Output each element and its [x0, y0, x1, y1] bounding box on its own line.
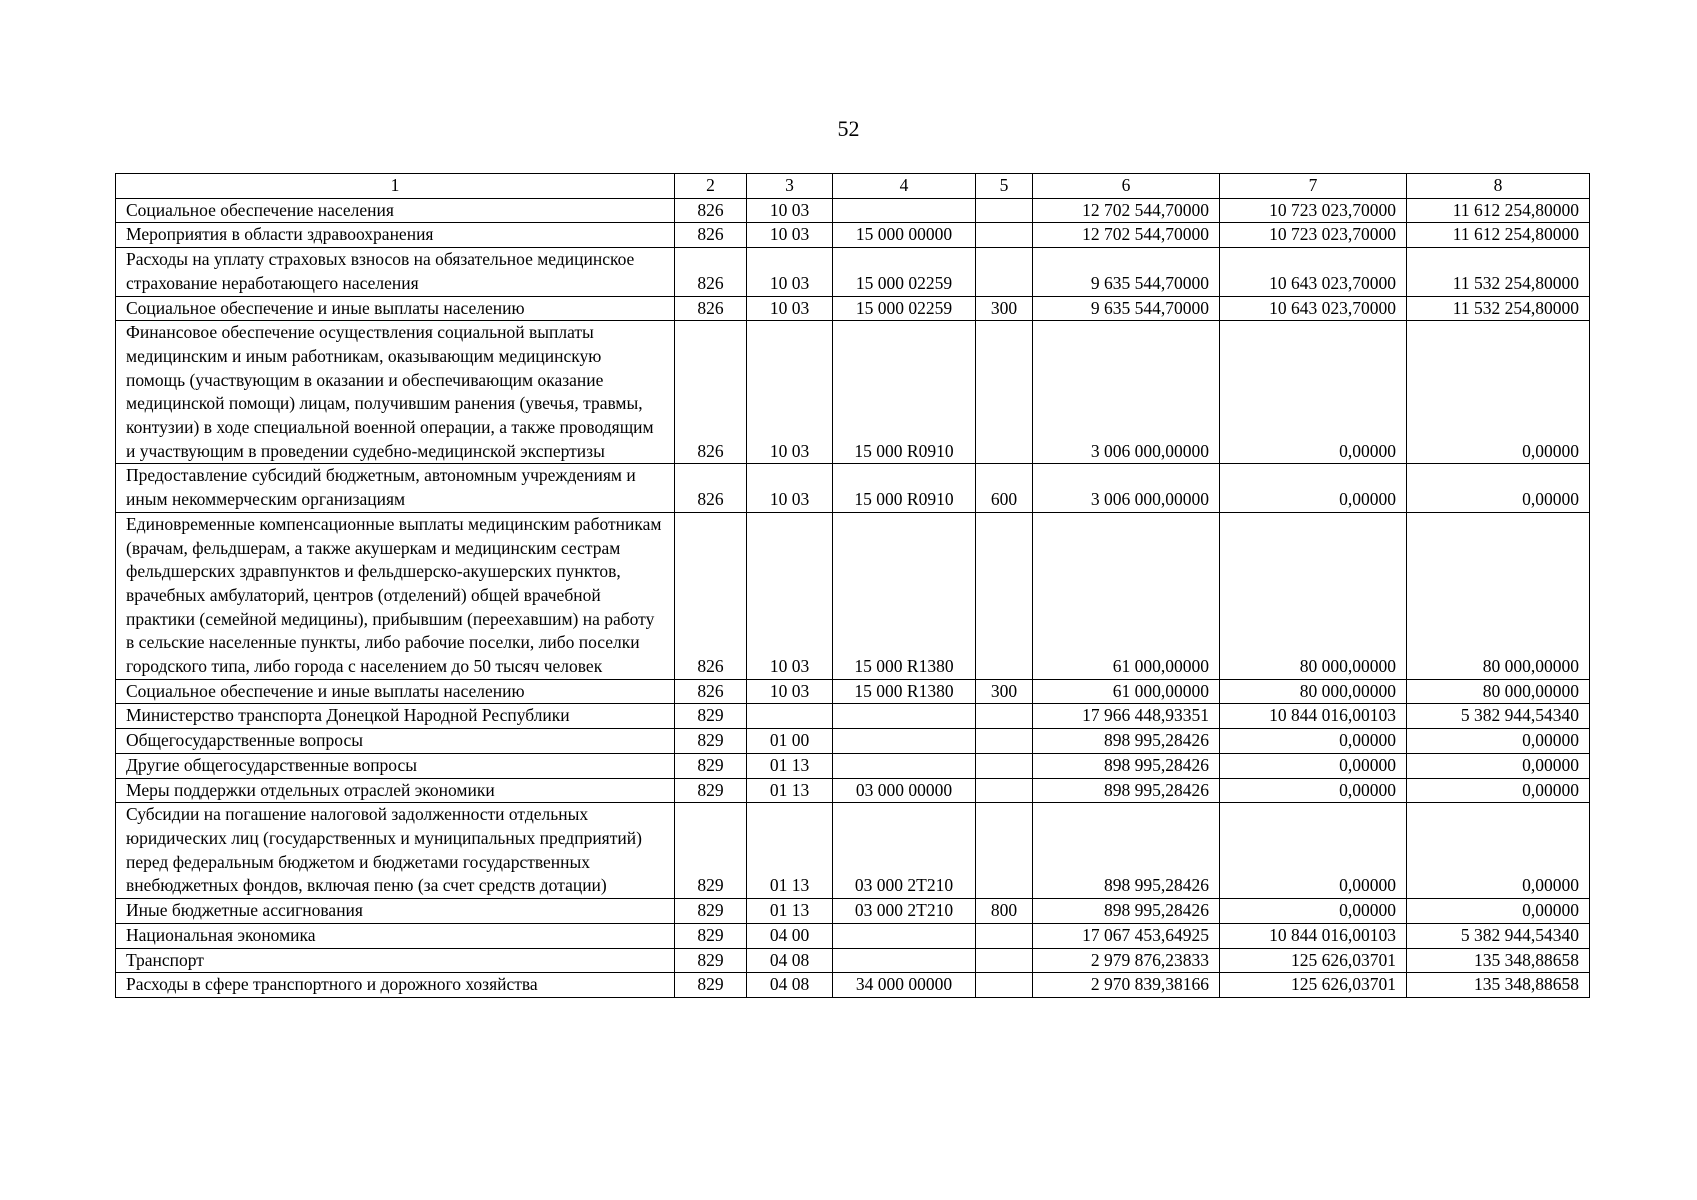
amount-col8-cell: 135 348,88658 — [1407, 973, 1590, 998]
row-name-cell: Социальное обеспечение населения — [116, 198, 675, 223]
target-article-cell — [833, 704, 976, 729]
expense-type-cell: 800 — [976, 899, 1033, 924]
section-code-cell: 01 00 — [747, 729, 833, 754]
table-row — [116, 923, 1590, 948]
amount-col6-cell: 17 067 453,64925 — [1033, 923, 1220, 948]
section-code-cell: 04 08 — [747, 948, 833, 973]
amount-col6-cell: 12 702 544,70000 — [1033, 223, 1220, 248]
expense-type-cell: 300 — [976, 679, 1033, 704]
amount-col7-cell: 10 723 023,70000 — [1220, 223, 1407, 248]
amount-col8-cell: 0,00000 — [1407, 803, 1590, 899]
admin-code-cell: 829 — [675, 704, 747, 729]
admin-code-cell: 826 — [675, 512, 747, 679]
row-name-cell: Министерство транспорта Донецкой Народной Республики — [116, 704, 675, 729]
expense-type-cell: 600 — [976, 464, 1033, 512]
expense-type-cell — [976, 198, 1033, 223]
target-article-cell — [833, 753, 976, 778]
amount-col6-cell: 898 995,28426 — [1033, 899, 1220, 924]
amount-col8-cell: 11 532 254,80000 — [1407, 248, 1590, 296]
admin-code-cell: 826 — [675, 296, 747, 321]
table-row — [116, 321, 1590, 464]
column-header: 5 — [976, 174, 1033, 199]
target-article-cell: 15 000 R1380 — [833, 679, 976, 704]
row-name-cell: Другие общегосударственные вопросы — [116, 753, 675, 778]
amount-col8-cell: 80 000,00000 — [1407, 512, 1590, 679]
table-row — [116, 973, 1590, 998]
expense-type-cell — [976, 729, 1033, 754]
amount-col8-cell: 135 348,88658 — [1407, 948, 1590, 973]
amount-col7-cell: 0,00000 — [1220, 464, 1407, 512]
table-row — [116, 464, 1590, 512]
amount-col7-cell: 0,00000 — [1220, 778, 1407, 803]
amount-col6-cell: 898 995,28426 — [1033, 753, 1220, 778]
table-row — [116, 223, 1590, 248]
expense-type-cell — [976, 803, 1033, 899]
section-code-cell: 01 13 — [747, 778, 833, 803]
section-code-cell: 01 13 — [747, 899, 833, 924]
amount-col8-cell: 0,00000 — [1407, 464, 1590, 512]
column-header: 8 — [1407, 174, 1590, 199]
table-row — [116, 899, 1590, 924]
target-article-cell: 15 000 R1380 — [833, 512, 976, 679]
section-code-cell: 01 13 — [747, 753, 833, 778]
row-name-cell: Общегосударственные вопросы — [116, 729, 675, 754]
expense-type-cell — [976, 704, 1033, 729]
row-name-cell: Расходы в сфере транспортного и дорожного хозяйства — [116, 973, 675, 998]
row-name-cell: Финансовое обеспечение осуществления социальной выплаты медицинским и иным работникам, оказывающим медицинскую помощь (участвующим в оказании и обеспечивающим оказание медицинской помощи) лицам, получившим ранения (увечья, травмы, контузии) в ходе специальной военной операции, а также проводящим и участвующим в проведении судебно-медицинской экспертизы — [116, 321, 675, 464]
column-header: 6 — [1033, 174, 1220, 199]
amount-col8-cell: 0,00000 — [1407, 321, 1590, 464]
expense-type-cell — [976, 248, 1033, 296]
amount-col8-cell: 11 612 254,80000 — [1407, 223, 1590, 248]
admin-code-cell: 826 — [675, 223, 747, 248]
target-article-cell — [833, 948, 976, 973]
table-row — [116, 753, 1590, 778]
row-name-cell: Национальная экономика — [116, 923, 675, 948]
table-row — [116, 729, 1590, 754]
amount-col7-cell: 125 626,03701 — [1220, 948, 1407, 973]
admin-code-cell: 826 — [675, 679, 747, 704]
row-name-cell: Субсидии на погашение налоговой задолженности отдельных юридических лиц (государственных и муниципальных предприятий) перед федеральным бюджетом и бюджетами государственных внебюджетных фондов, включая пеню (за счет средств дотации) — [116, 803, 675, 899]
row-name-cell: Единовременные компенсационные выплаты медицинским работникам (врачам, фельдшерам, а также акушеркам и медицинским сестрам фельдшерских здравпунктов и фельдшерско-акушерских пунктов, врачебных амбулаторий, центров (отделений) общей врачебной практики (семейной медицины), прибывшим (переехавшим) на работу в сельские населенные пункты, либо рабочие поселки, либо поселки городского типа, либо города с населением до 50 тысяч человек — [116, 512, 675, 679]
row-name-cell: Предоставление субсидий бюджетным, автономным учреждениям и иным некоммерческим организациям — [116, 464, 675, 512]
admin-code-cell: 829 — [675, 973, 747, 998]
section-code-cell: 10 03 — [747, 296, 833, 321]
amount-col7-cell: 125 626,03701 — [1220, 973, 1407, 998]
admin-code-cell: 829 — [675, 778, 747, 803]
amount-col7-cell: 0,00000 — [1220, 729, 1407, 754]
amount-col6-cell: 3 006 000,00000 — [1033, 321, 1220, 464]
table-row — [116, 296, 1590, 321]
amount-col8-cell: 0,00000 — [1407, 729, 1590, 754]
admin-code-cell: 829 — [675, 899, 747, 924]
amount-col6-cell: 898 995,28426 — [1033, 778, 1220, 803]
budget-table — [115, 173, 1590, 998]
section-code-cell: 01 13 — [747, 803, 833, 899]
amount-col6-cell: 9 635 544,70000 — [1033, 296, 1220, 321]
column-header: 3 — [747, 174, 833, 199]
target-article-cell: 15 000 R0910 — [833, 464, 976, 512]
amount-col7-cell: 0,00000 — [1220, 803, 1407, 899]
table-body — [116, 198, 1590, 997]
amount-col7-cell: 10 723 023,70000 — [1220, 198, 1407, 223]
admin-code-cell: 829 — [675, 753, 747, 778]
expense-type-cell — [976, 753, 1033, 778]
header-row — [116, 174, 1590, 199]
amount-col7-cell: 80 000,00000 — [1220, 679, 1407, 704]
expense-type-cell — [976, 223, 1033, 248]
target-article-cell: 03 000 2Т210 — [833, 803, 976, 899]
expense-type-cell: 300 — [976, 296, 1033, 321]
admin-code-cell: 826 — [675, 198, 747, 223]
target-article-cell: 15 000 R0910 — [833, 321, 976, 464]
section-code-cell: 10 03 — [747, 321, 833, 464]
amount-col8-cell: 0,00000 — [1407, 899, 1590, 924]
section-code-cell: 10 03 — [747, 464, 833, 512]
table-row — [116, 512, 1590, 679]
amount-col7-cell: 80 000,00000 — [1220, 512, 1407, 679]
section-code-cell: 04 00 — [747, 923, 833, 948]
table-row — [116, 803, 1590, 899]
admin-code-cell: 829 — [675, 803, 747, 899]
amount-col6-cell: 61 000,00000 — [1033, 679, 1220, 704]
admin-code-cell: 829 — [675, 923, 747, 948]
section-code-cell: 10 03 — [747, 198, 833, 223]
amount-col7-cell: 0,00000 — [1220, 899, 1407, 924]
target-article-cell: 03 000 00000 — [833, 778, 976, 803]
section-code-cell: 10 03 — [747, 512, 833, 679]
table-row — [116, 778, 1590, 803]
amount-col6-cell: 61 000,00000 — [1033, 512, 1220, 679]
target-article-cell: 03 000 2Т210 — [833, 899, 976, 924]
amount-col6-cell: 12 702 544,70000 — [1033, 198, 1220, 223]
target-article-cell: 34 000 00000 — [833, 973, 976, 998]
target-article-cell — [833, 198, 976, 223]
admin-code-cell: 829 — [675, 729, 747, 754]
amount-col8-cell: 11 612 254,80000 — [1407, 198, 1590, 223]
table-row — [116, 198, 1590, 223]
expense-type-cell — [976, 512, 1033, 679]
section-code-cell: 04 08 — [747, 973, 833, 998]
section-code-cell: 10 03 — [747, 223, 833, 248]
target-article-cell: 15 000 00000 — [833, 223, 976, 248]
admin-code-cell: 826 — [675, 321, 747, 464]
amount-col6-cell: 9 635 544,70000 — [1033, 248, 1220, 296]
row-name-cell: Иные бюджетные ассигнования — [116, 899, 675, 924]
table-row — [116, 948, 1590, 973]
amount-col7-cell: 0,00000 — [1220, 753, 1407, 778]
expense-type-cell — [976, 778, 1033, 803]
target-article-cell — [833, 923, 976, 948]
row-name-cell: Социальное обеспечение и иные выплаты населению — [116, 296, 675, 321]
column-header: 7 — [1220, 174, 1407, 199]
row-name-cell: Социальное обеспечение и иные выплаты населению — [116, 679, 675, 704]
amount-col7-cell: 10 844 016,00103 — [1220, 704, 1407, 729]
table-row — [116, 704, 1590, 729]
amount-col7-cell: 10 844 016,00103 — [1220, 923, 1407, 948]
amount-col6-cell: 2 979 876,23833 — [1033, 948, 1220, 973]
amount-col8-cell: 0,00000 — [1407, 753, 1590, 778]
column-header: 1 — [116, 174, 675, 199]
amount-col6-cell: 17 966 448,93351 — [1033, 704, 1220, 729]
amount-col6-cell: 2 970 839,38166 — [1033, 973, 1220, 998]
admin-code-cell: 826 — [675, 464, 747, 512]
amount-col6-cell: 3 006 000,00000 — [1033, 464, 1220, 512]
admin-code-cell: 826 — [675, 248, 747, 296]
table-row — [116, 679, 1590, 704]
row-name-cell: Меры поддержки отдельных отраслей экономики — [116, 778, 675, 803]
amount-col8-cell: 0,00000 — [1407, 778, 1590, 803]
amount-col6-cell: 898 995,28426 — [1033, 803, 1220, 899]
amount-col6-cell: 898 995,28426 — [1033, 729, 1220, 754]
section-code-cell: 10 03 — [747, 679, 833, 704]
target-article-cell — [833, 729, 976, 754]
column-header: 2 — [675, 174, 747, 199]
expense-type-cell — [976, 321, 1033, 464]
column-header: 4 — [833, 174, 976, 199]
page-number: 52 — [837, 116, 860, 141]
amount-col8-cell: 5 382 944,54340 — [1407, 704, 1590, 729]
target-article-cell: 15 000 02259 — [833, 248, 976, 296]
expense-type-cell — [976, 923, 1033, 948]
expense-type-cell — [976, 948, 1033, 973]
amount-col8-cell: 5 382 944,54340 — [1407, 923, 1590, 948]
row-name-cell: Расходы на уплату страховых взносов на обязательное медицинское страхование неработающего населения — [116, 248, 675, 296]
expense-type-cell — [976, 973, 1033, 998]
row-name-cell: Мероприятия в области здравоохранения — [116, 223, 675, 248]
amount-col7-cell: 0,00000 — [1220, 321, 1407, 464]
section-code-cell — [747, 704, 833, 729]
amount-col7-cell: 10 643 023,70000 — [1220, 296, 1407, 321]
amount-col8-cell: 11 532 254,80000 — [1407, 296, 1590, 321]
table-row — [116, 248, 1590, 296]
section-code-cell: 10 03 — [747, 248, 833, 296]
amount-col8-cell: 80 000,00000 — [1407, 679, 1590, 704]
target-article-cell: 15 000 02259 — [833, 296, 976, 321]
row-name-cell: Транспорт — [116, 948, 675, 973]
admin-code-cell: 829 — [675, 948, 747, 973]
amount-col7-cell: 10 643 023,70000 — [1220, 248, 1407, 296]
